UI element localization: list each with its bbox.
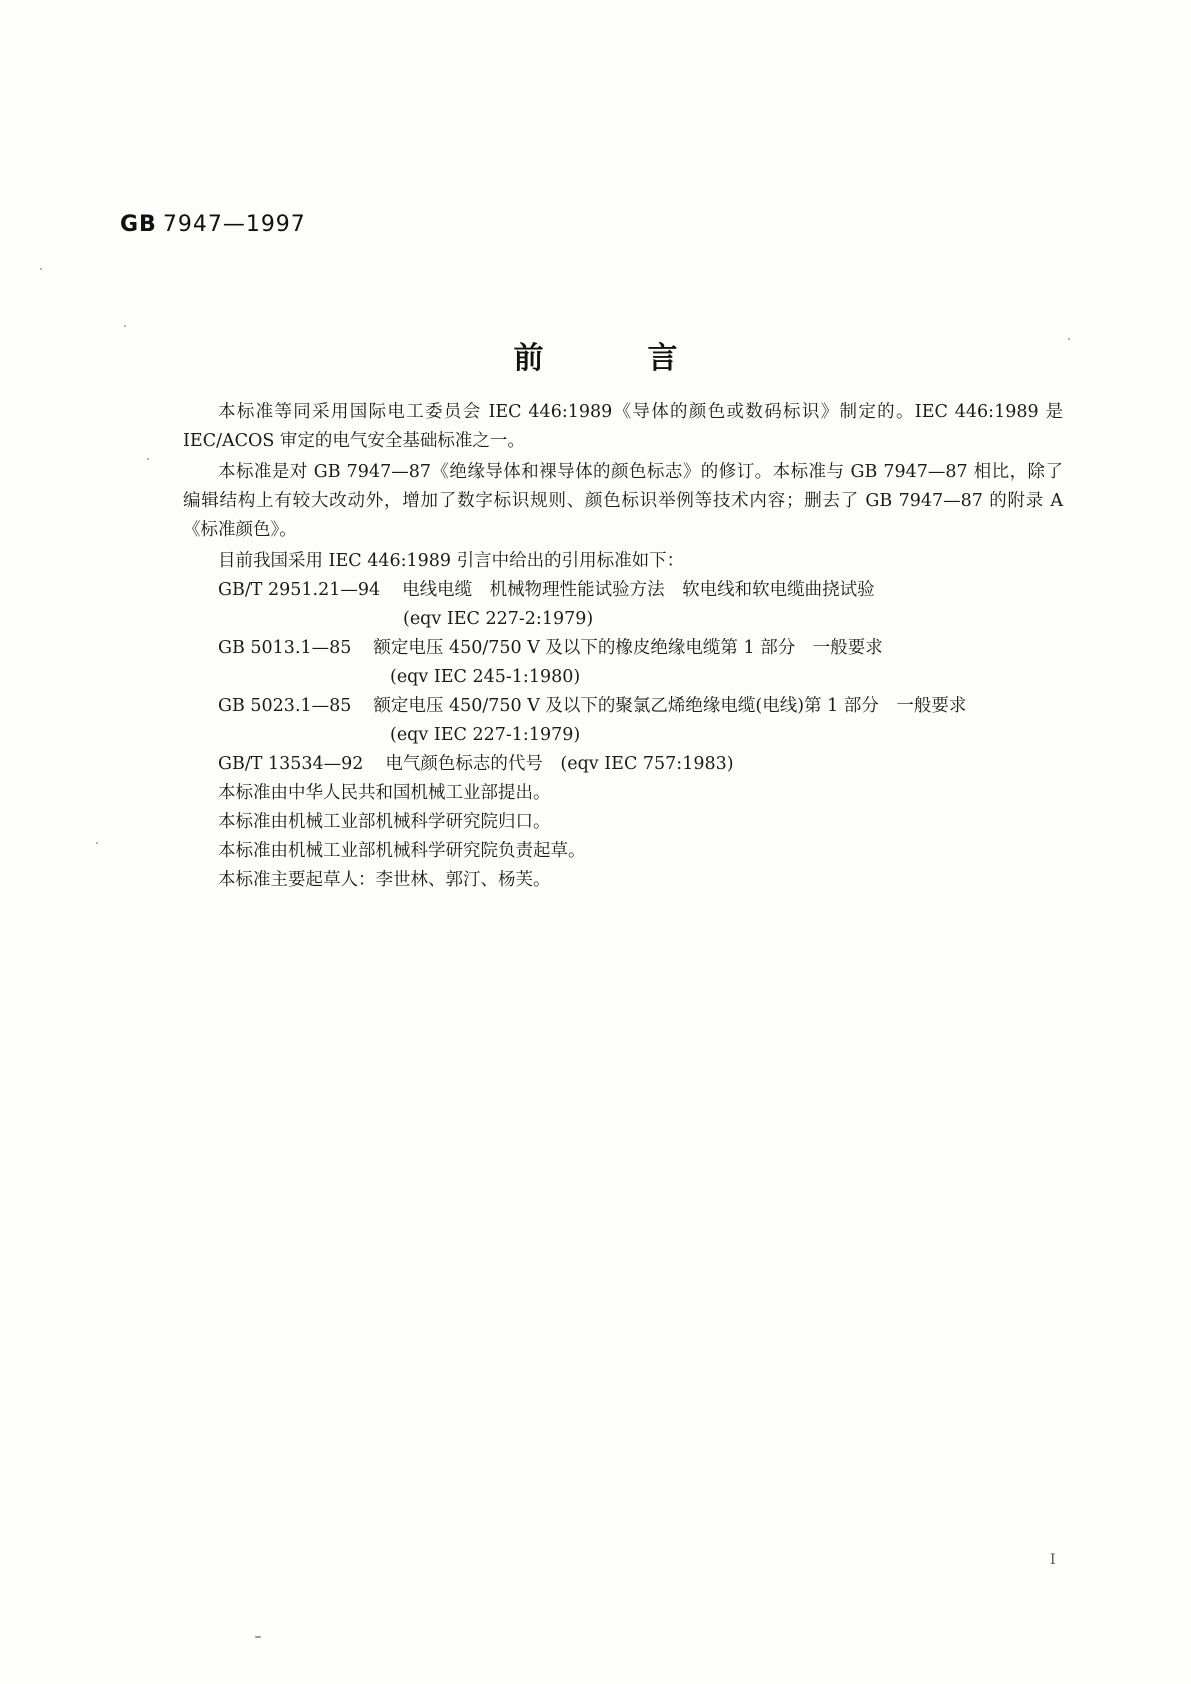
scan-speck [96, 842, 98, 844]
scan-speck [40, 268, 42, 270]
paragraph-references-intro: 目前我国采用 IEC 446:1989 引言中给出的引用标准如下： [218, 551, 685, 571]
scan-speck [147, 458, 149, 460]
reference-title: 电线电缆 机械物理性能试验方法 软电线和软电缆曲挠试验 [402, 580, 875, 600]
reference-title: 电气颜色标志的代号 (eqv IEC 757:1983) [385, 754, 734, 774]
reference-title: 额定电压 450/750 V 及以下的橡皮绝缘电缆第 1 部分 一般要求 [373, 638, 883, 658]
reference-code: GB/T 2951.21—94 [218, 580, 381, 600]
standard-number: 7947—1997 [162, 212, 306, 237]
paragraph-adoption: 本标准等同采用国际电工委员会 IEC 446:1989《导体的颜色或数码标识》制定的。IEC 446:1989 是IEC/ACOS 审定的电气安全基础标准之一。 [183, 402, 1063, 451]
paragraph-drafted-by: 本标准由机械工业部机械科学研究院负责起草。 [218, 841, 586, 861]
reference-equivalent: (eqv IEC 227-1:1979) [390, 725, 581, 745]
reference-title: 额定电压 450/750 V 及以下的聚氯乙烯绝缘电缆(电线)第 1 部分 一般要求 [373, 696, 967, 716]
scan-speck [255, 1636, 261, 1638]
paragraph-proposed-by: 本标准由中华人民共和国机械工业部提出。 [218, 783, 551, 803]
foreword-body [183, 398, 1063, 895]
reference-equivalent: (eqv IEC 227-2:1979) [403, 609, 594, 629]
scan-speck [1068, 338, 1070, 340]
page-title [0, 333, 1191, 377]
title-char-2: 言 [647, 341, 678, 376]
reference-item [183, 576, 1063, 634]
paragraph-drafters: 本标准主要起草人：李世林、郭汀、杨芙。 [218, 870, 551, 890]
reference-equivalent: (eqv IEC 245-1:1980) [390, 667, 581, 687]
reference-code: GB 5023.1—85 [218, 696, 352, 716]
scan-speck [124, 325, 126, 327]
paragraph-administered-by: 本标准由机械工业部机械科学研究院归口。 [218, 812, 551, 832]
reference-code: GB/T 13534—92 [218, 754, 364, 774]
page-number: I [1050, 1552, 1056, 1568]
standard-code [120, 212, 306, 237]
reference-code: GB 5013.1—85 [218, 638, 352, 658]
title-char-1: 前 [513, 341, 544, 376]
paragraph-revision: 本标准是对 GB 7947—87《绝缘导体和裸导体的颜色标志》的修订。本标准与 GB 7947—87 相比，除了编辑结构上有较大改动外，增加了数字标识规则、颜色标识举例等技术内容；删去了 GB 7947—87 的附录 A《标准颜色》。 [183, 462, 1063, 540]
standard-prefix: GB [120, 212, 157, 237]
reference-item [183, 750, 1063, 779]
reference-item [183, 634, 1063, 692]
reference-item [183, 692, 1063, 750]
